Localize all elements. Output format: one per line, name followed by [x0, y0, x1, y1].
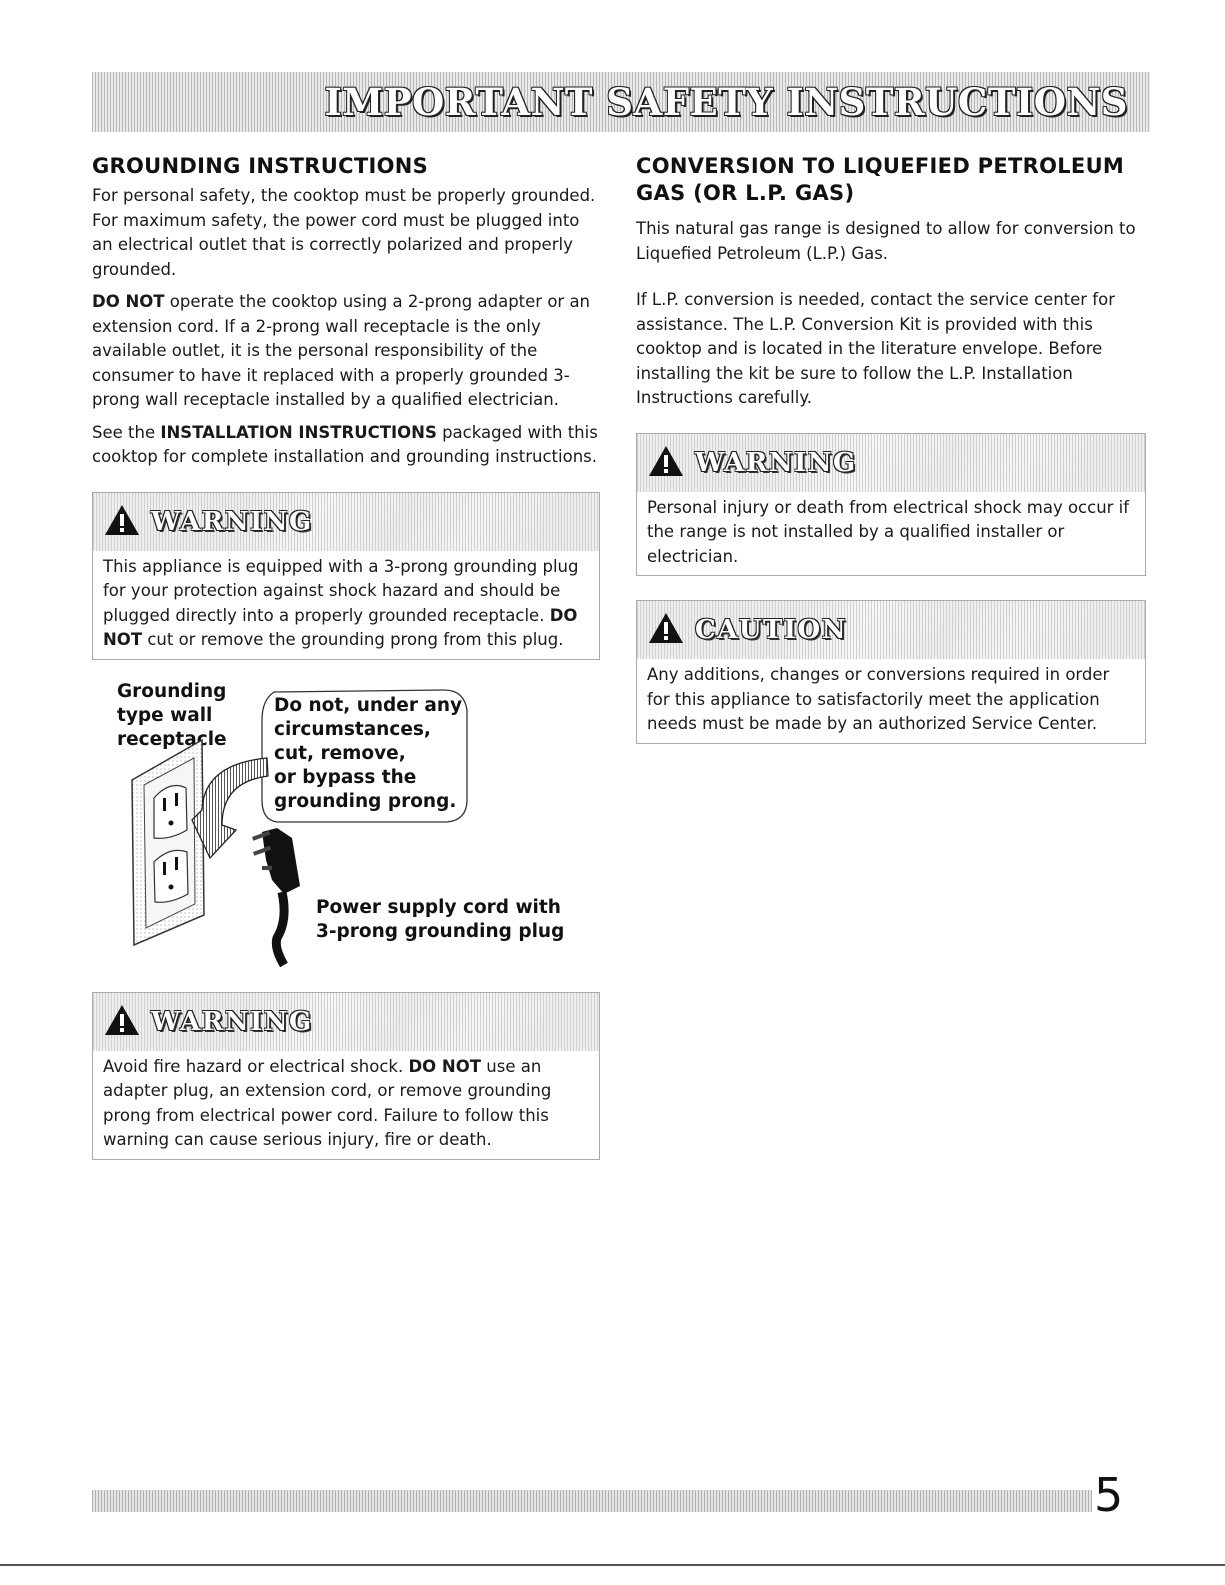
receptacle-label-line: type wall [117, 704, 213, 726]
warning-title: WARNING [151, 506, 313, 537]
callout-line: or bypass the [274, 766, 417, 788]
warning-text-lead: Avoid fire hazard or electrical shock. [103, 1056, 409, 1076]
warning-box-fire-hazard [92, 992, 600, 1160]
header-banner [92, 72, 1150, 132]
callout-line: cut, remove, [274, 742, 406, 764]
warning-triangle-icon [647, 611, 685, 649]
callout-line: grounding prong. [274, 790, 457, 812]
caution-header [637, 601, 1145, 659]
callout-line: Do not, under any [274, 694, 463, 716]
warning-box-electrical-shock [636, 433, 1146, 577]
warning-header [637, 434, 1145, 492]
warning-text [103, 1055, 589, 1153]
left-column [92, 153, 600, 1160]
callout-line: circumstances, [274, 718, 431, 740]
warning-triangle-icon [103, 1003, 141, 1041]
warning-title: WARNING [695, 447, 857, 478]
cord-label-line: Power supply cord with [316, 896, 561, 918]
do-not-emphasis: DO NOT [408, 1056, 482, 1076]
warning-header [93, 493, 599, 551]
callout-text [274, 694, 462, 814]
page-number: 5 [1094, 1468, 1124, 1522]
warning-triangle-icon [647, 444, 685, 482]
grounding-paragraph-3 [92, 421, 600, 470]
grounding-heading: GROUNDING INSTRUCTIONS [92, 154, 429, 178]
caution-box [636, 600, 1146, 744]
footer-bar [92, 1490, 1092, 1512]
grounding-paragraph-1: For personal safety, the cooktop must be properly grounded. For maximum safety, the power cord must be plugged into an electrical outlet that is correctly polarized and properly grounded. [92, 186, 596, 279]
grounding-paragraph-2 [92, 290, 600, 413]
caution-text: Any additions, changes or conversions required in order for this appliance to satisfactorily meet the application needs must be made by an authorized Service Center. [647, 665, 1110, 733]
warning-triangle-icon [103, 503, 141, 541]
warning-text-rest: use an adapter plug, an extension cord, or remove grounding prong from electrical power cord. Failure to follow this warning can cause serious injury, fire or death. [103, 1056, 552, 1149]
warning-box-grounding-plug [92, 492, 600, 660]
right-column [636, 153, 1146, 744]
warning-text: Personal injury or death from electrical shock may occur if the range is not installed by a qualified installer or electrician. [647, 497, 1130, 566]
grounding-illustration [92, 680, 600, 970]
warning-text [103, 555, 589, 653]
conversion-paragraph-1: This natural gas range is designed to allow for conversion to Liquefied Petroleum (L.P.) Gas. [636, 219, 1136, 263]
receptacle-label-line: Grounding [117, 680, 227, 702]
do-not-emphasis: DO NOT [92, 292, 165, 311]
warning-header [93, 993, 599, 1051]
caution-title: CAUTION [695, 615, 847, 645]
grounding-paragraph-3-lead: See the [92, 422, 161, 442]
grounding-paragraph-2-text: operate the cooktop using a 2-prong adapter or an extension cord. If a 2-prong wall receptacle is the only available outlet, it is the personal responsibility of the consumer to have it replaced with a properly grounded 3-prong wall receptacle installed by a qualified electrician. [92, 292, 591, 409]
warning-title: WARNING [151, 1006, 313, 1037]
cord-label [316, 896, 564, 944]
warning-text-rest: cut or remove the grounding prong from this plug. [142, 630, 564, 649]
receptacle-label-line: receptacle [117, 728, 227, 750]
page-edge-line [0, 1564, 1225, 1566]
conversion-paragraph-2: If L.P. conversion is needed, contact the service center for assistance. The L.P. Conversion Kit is provided with this cooktop and is located in the literature envelope. Before installing the kit be sure to follow the L.P. Installation Instructions carefully. [636, 290, 1115, 407]
grounding-paragraph-3-text: packaged with this cooktop for complete installation and grounding instructions. [92, 422, 598, 466]
cord-label-line: 3-prong grounding plug [316, 920, 565, 942]
warning-text-lead: This appliance is equipped with a 3-prong grounding plug for your protection against shock hazard and should be plugged directly into a properly grounded receptacle. [103, 556, 579, 625]
installation-instructions-emphasis: INSTALLATION INSTRUCTIONS [160, 422, 437, 442]
page-title: IMPORTANT SAFETY INSTRUCTIONS [324, 80, 1128, 124]
conversion-heading: CONVERSION TO LIQUEFIED PETROLEUM GAS (OR L.P. GAS) [636, 154, 1125, 205]
do-not-emphasis: DO NOT [103, 605, 578, 649]
